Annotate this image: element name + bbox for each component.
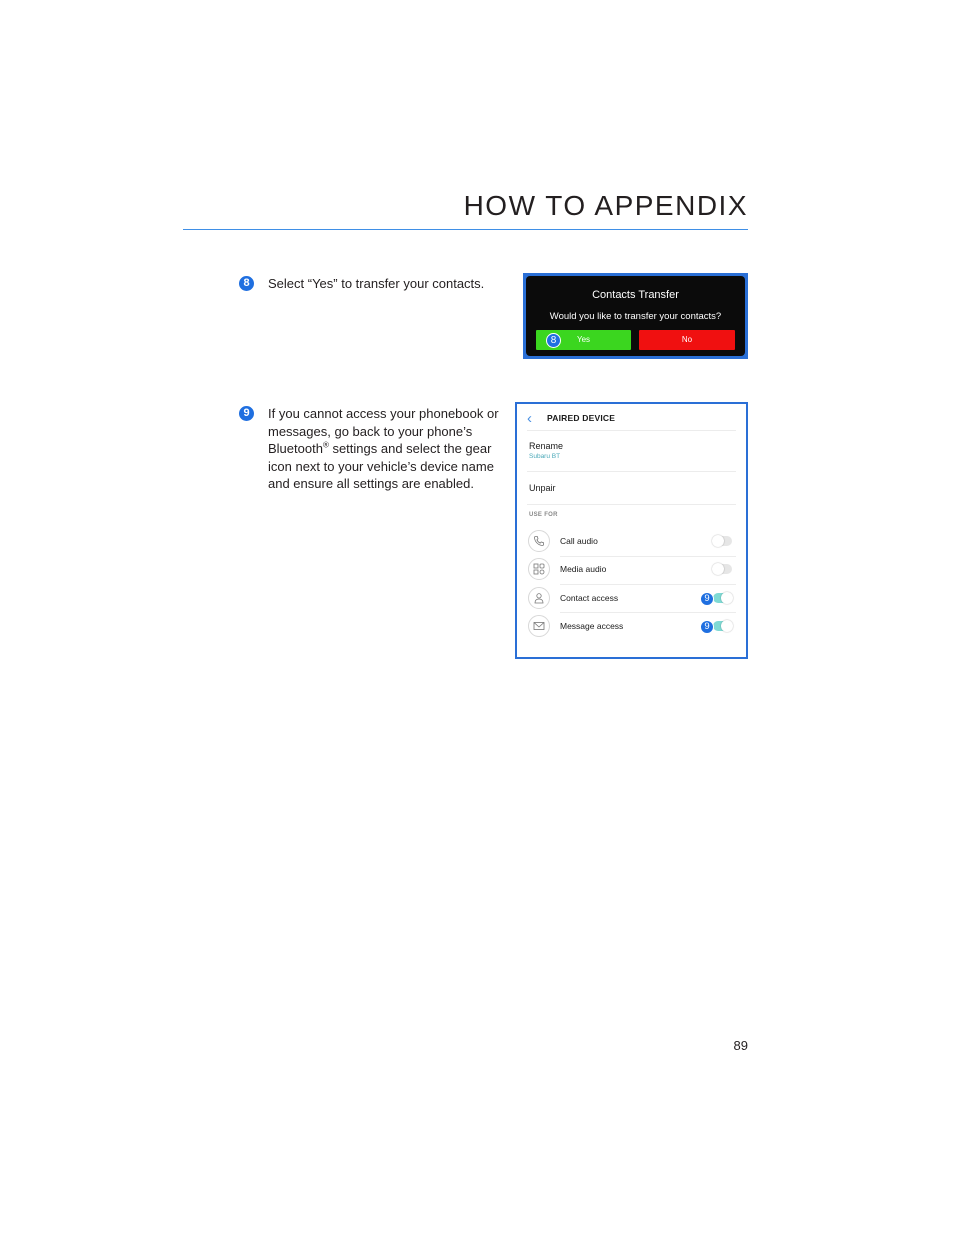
phone-icon	[528, 530, 550, 552]
row-label: Contact access	[560, 593, 619, 603]
step-9-badge: 9	[239, 406, 254, 421]
device-name: Subaru BT	[529, 453, 561, 460]
dialog-title: Contacts Transfer	[592, 289, 679, 301]
step-8-text: Select “Yes” to transfer your contacts.	[268, 276, 485, 291]
screen-title: PAIRED DEVICE	[547, 413, 616, 423]
person-icon	[528, 587, 550, 609]
divider	[527, 430, 736, 431]
paired-device-screenshot	[515, 402, 748, 659]
rename-option[interactable]: Rename	[529, 441, 564, 451]
settings-row-call-audio[interactable]	[517, 528, 746, 556]
contacts-transfer-dialog	[526, 276, 745, 356]
yes-button[interactable]: Yes	[536, 330, 631, 350]
toggle-knob	[712, 563, 724, 575]
toggle-knob	[721, 592, 733, 604]
section-header: USE FOR	[529, 512, 558, 518]
divider	[527, 504, 736, 505]
header-divider	[183, 229, 748, 230]
step-8-badge: 8	[239, 276, 254, 291]
toggle-knob	[721, 620, 733, 632]
toggle-knob	[712, 535, 724, 547]
settings-row-message-access[interactable]	[517, 613, 746, 641]
no-button[interactable]: No	[639, 330, 735, 350]
envelope-icon	[528, 615, 550, 637]
row-label: Message access	[560, 621, 624, 631]
page-number: 89	[733, 1038, 748, 1053]
settings-row-media-audio[interactable]	[517, 556, 746, 584]
message-access-toggle[interactable]	[713, 621, 732, 631]
row-label: Call audio	[560, 536, 598, 546]
unpair-option[interactable]: Unpair	[529, 483, 556, 493]
callout-badge-9: 9	[700, 620, 714, 634]
registered-mark: ®	[322, 440, 329, 450]
step-9-text	[268, 405, 500, 493]
call-audio-toggle[interactable]	[713, 536, 732, 546]
contact-access-toggle[interactable]	[713, 593, 732, 603]
callout-badge-9: 9	[700, 592, 714, 606]
media-audio-toggle[interactable]	[713, 564, 732, 574]
back-chevron-icon[interactable]: ‹	[527, 410, 532, 427]
divider	[527, 471, 736, 472]
callout-badge-8: 8	[546, 333, 561, 348]
section-title: HOW TO APPENDIX	[463, 190, 748, 221]
step-9-text-part-2: settings and select the gear icon next to your vehicle’s device name and ensure all settings are enabled.	[268, 441, 494, 491]
step-9-text-part-1: If you cannot access your phonebook or messages, go back to your phone’s Bluetooth	[268, 406, 499, 456]
contacts-transfer-screenshot	[523, 273, 748, 359]
media-grid-icon	[528, 558, 550, 580]
settings-row-contact-access[interactable]	[517, 585, 746, 613]
row-label: Media audio	[560, 564, 607, 574]
dialog-question: Would you like to transfer your contacts?	[549, 311, 722, 322]
